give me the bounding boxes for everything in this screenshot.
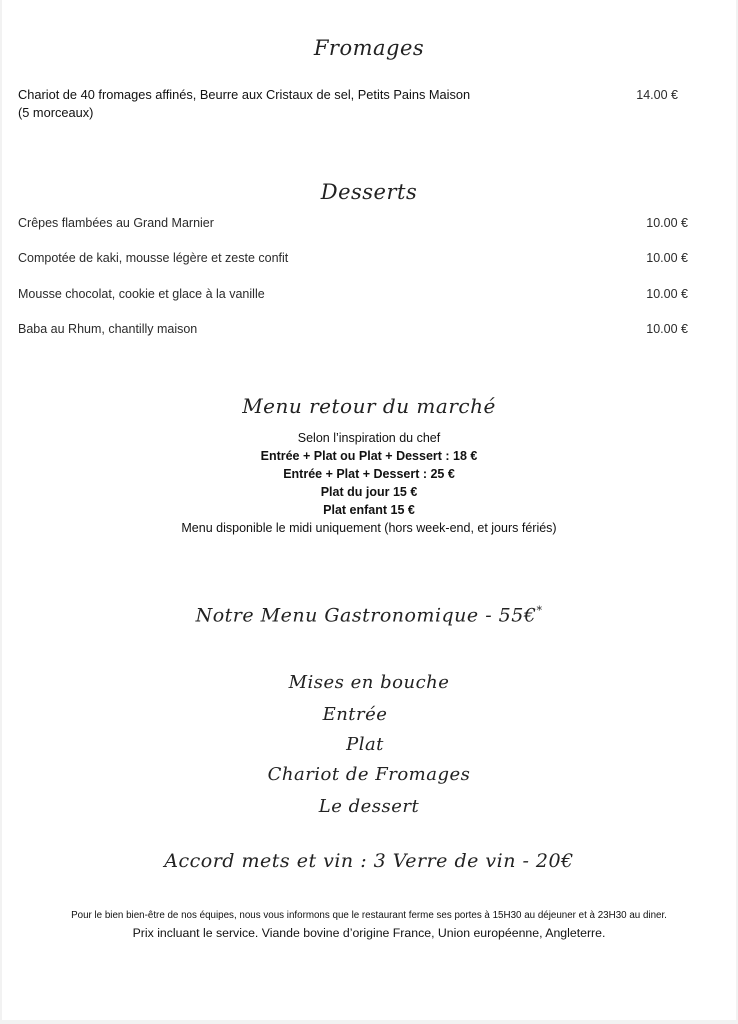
dessert-item-price: 10.00 € — [646, 251, 688, 265]
menu-gastro-title — [2, 604, 736, 626]
fromage-item — [18, 86, 708, 126]
menu-marche-title: Menu retour du marché — [242, 394, 496, 418]
menu-page — [2, 0, 736, 1020]
menu-gastro-course: Mises en bouche — [288, 672, 450, 693]
menu-gastro-title-text: Notre Menu Gastronomique - 55€ — [195, 604, 537, 627]
menu-gastro-course: Chariot de Fromages — [267, 764, 471, 785]
footer-notice: Pour le bien bien-être de nos équipes, nous vous informons que le restaurant ferme ses portes à 15H30 au déjeuner et à 23H30 au diner. — [71, 910, 667, 921]
menu-marche-line: Entrée + Plat ou Plat + Dessert : 18 € — [260, 449, 478, 463]
menu-marche-line: Entrée + Plat + Dessert : 25 € — [283, 467, 455, 481]
dessert-item-price: 10.00 € — [646, 287, 688, 301]
menu-gastro-accord: Accord mets et vin : 3 Verre de vin - 20€ — [164, 850, 574, 872]
dessert-item-name: Compotée de kaki, mousse légère et zeste confit — [18, 251, 289, 265]
menu-gastro-course: Le dessert — [318, 796, 420, 817]
desserts-title: Desserts — [320, 180, 418, 204]
menu-marche-availability: Menu disponible le midi uniquement (hors week-end, et jours fériés) — [181, 521, 557, 535]
dessert-item-name: Crêpes flambées au Grand Marnier — [18, 216, 214, 230]
menu-marche-line: Plat du jour 15 € — [320, 485, 418, 499]
menu-marche-line: Plat enfant 15 € — [323, 503, 415, 517]
menu-gastro-title-mark: * — [536, 604, 543, 617]
fromage-item-name: Chariot de 40 fromages affinés, Beurre aux Cristaux de sel, Petits Pains Maison — [18, 87, 471, 102]
dessert-item-name: Baba au Rhum, chantilly maison — [18, 322, 198, 336]
menu-gastro-course: Plat — [346, 734, 384, 755]
menu-marche-subtitle: Selon l’inspiration du chef — [297, 431, 441, 445]
dessert-item-name: Mousse chocolat, cookie et glace à la vanille — [18, 287, 265, 301]
footer-service: Prix incluant le service. Viande bovine d’origine France, Union européenne, Angleterre. — [132, 926, 606, 940]
fromage-item-sub: (5 morceaux) — [18, 105, 94, 120]
dessert-item-price: 10.00 € — [646, 216, 688, 230]
fromages-title: Fromages — [313, 36, 425, 60]
fromage-item-price: 14.00 € — [636, 88, 678, 102]
dessert-item-price: 10.00 € — [646, 322, 688, 336]
menu-gastro-course: Entrée — [322, 704, 388, 725]
